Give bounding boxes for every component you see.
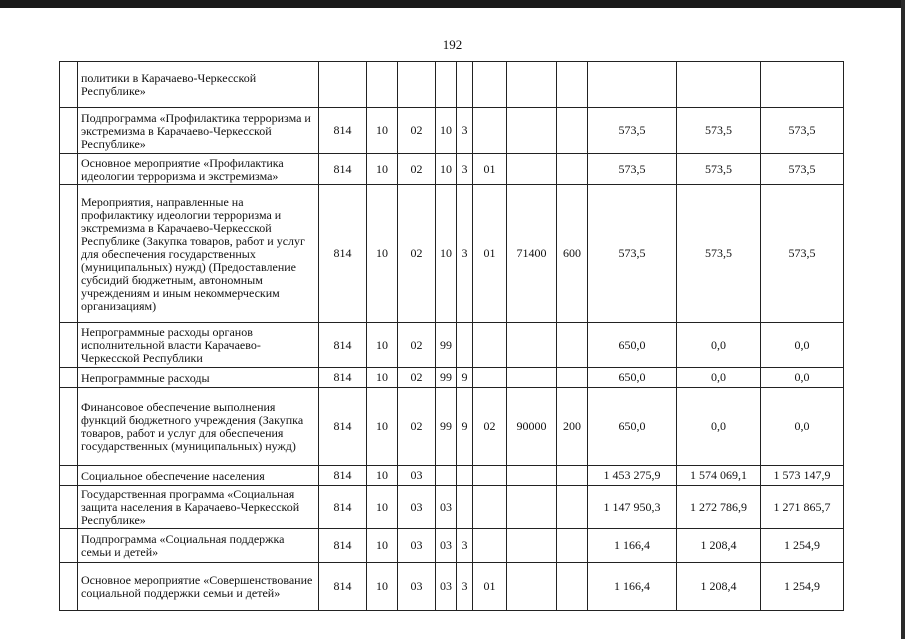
expense-type-cell	[557, 466, 588, 486]
amount-year-2-cell	[677, 62, 761, 108]
subsection-code-cell: 02	[398, 323, 436, 368]
department-code-cell: 814	[319, 529, 367, 563]
blank-cell	[60, 388, 78, 466]
subprogram-code-cell: 9	[457, 368, 473, 388]
section-code-cell: 10	[367, 563, 398, 611]
expense-type-cell	[557, 368, 588, 388]
activity-code-cell	[473, 108, 507, 154]
blank-cell	[60, 185, 78, 323]
direction-code-cell	[507, 323, 557, 368]
subsection-code-cell: 02	[398, 368, 436, 388]
amount-year-2-cell: 573,5	[677, 154, 761, 185]
subprogram-code-cell: 3	[457, 529, 473, 563]
section-code-cell	[367, 62, 398, 108]
department-code-cell	[319, 62, 367, 108]
item-name-cell: Основное мероприятие «Профилактика идеологии терроризма и экстремизма»	[78, 154, 319, 185]
subsection-code-cell: 02	[398, 108, 436, 154]
amount-year-1-cell: 650,0	[588, 323, 677, 368]
amount-year-1-cell: 573,5	[588, 108, 677, 154]
table-row	[60, 388, 844, 466]
subsection-code-cell: 03	[398, 529, 436, 563]
section-code-cell: 10	[367, 108, 398, 154]
table-body	[60, 62, 844, 611]
subsection-code-cell: 02	[398, 154, 436, 185]
blank-cell	[60, 563, 78, 611]
amount-year-3-cell: 573,5	[761, 108, 844, 154]
item-name-cell: Социальное обеспечение населения	[78, 466, 319, 486]
activity-code-cell: 01	[473, 154, 507, 185]
direction-code-cell	[507, 62, 557, 108]
amount-year-2-cell: 1 208,4	[677, 529, 761, 563]
amount-year-1-cell: 573,5	[588, 185, 677, 323]
amount-year-1-cell: 1 453 275,9	[588, 466, 677, 486]
subprogram-code-cell: 3	[457, 108, 473, 154]
program-code-cell: 03	[436, 486, 457, 529]
amount-year-3-cell: 573,5	[761, 185, 844, 323]
amount-year-1-cell: 1 166,4	[588, 563, 677, 611]
program-code-cell: 03	[436, 529, 457, 563]
section-code-cell: 10	[367, 486, 398, 529]
expense-type-cell	[557, 563, 588, 611]
section-code-cell: 10	[367, 466, 398, 486]
budget-table	[59, 61, 844, 611]
program-code-cell: 10	[436, 185, 457, 323]
blank-cell	[60, 62, 78, 108]
department-code-cell: 814	[319, 563, 367, 611]
amount-year-3-cell: 1 271 865,7	[761, 486, 844, 529]
table-row	[60, 62, 844, 108]
department-code-cell: 814	[319, 388, 367, 466]
subsection-code-cell: 02	[398, 388, 436, 466]
amount-year-1-cell: 1 147 950,3	[588, 486, 677, 529]
item-name-cell: Финансовое обеспечение выполнения функций бюджетного учреждения (Закупка товаров, работ и услуг для обеспечения государственных (муниципальных) нужд)	[78, 388, 319, 466]
department-code-cell: 814	[319, 323, 367, 368]
amount-year-3-cell: 0,0	[761, 388, 844, 466]
scan-edge-right	[901, 0, 905, 639]
subsection-code-cell: 03	[398, 466, 436, 486]
department-code-cell: 814	[319, 486, 367, 529]
item-name-cell: Государственная программа «Социальная защита населения в Карачаево-Черкесской Республике»	[78, 486, 319, 529]
activity-code-cell	[473, 529, 507, 563]
section-code-cell: 10	[367, 368, 398, 388]
expense-type-cell	[557, 62, 588, 108]
subprogram-code-cell	[457, 466, 473, 486]
item-name-cell: политики в Карачаево-Черкесской Республике»	[78, 62, 319, 108]
amount-year-1-cell: 573,5	[588, 154, 677, 185]
activity-code-cell: 01	[473, 185, 507, 323]
activity-code-cell	[473, 486, 507, 529]
amount-year-2-cell: 0,0	[677, 368, 761, 388]
amount-year-2-cell: 1 208,4	[677, 563, 761, 611]
table-row	[60, 323, 844, 368]
item-name-cell: Непрограммные расходы	[78, 368, 319, 388]
table-row	[60, 563, 844, 611]
blank-cell	[60, 466, 78, 486]
page-number: 192	[442, 37, 463, 52]
subsection-code-cell: 03	[398, 486, 436, 529]
department-code-cell: 814	[319, 108, 367, 154]
program-code-cell: 99	[436, 368, 457, 388]
blank-cell	[60, 323, 78, 368]
program-code-cell: 03	[436, 563, 457, 611]
department-code-cell: 814	[319, 466, 367, 486]
amount-year-2-cell: 0,0	[677, 323, 761, 368]
section-code-cell: 10	[367, 529, 398, 563]
amount-year-3-cell: 0,0	[761, 323, 844, 368]
activity-code-cell	[473, 62, 507, 108]
section-code-cell: 10	[367, 388, 398, 466]
amount-year-3-cell	[761, 62, 844, 108]
scan-edge-top	[0, 0, 905, 8]
amount-year-3-cell: 573,5	[761, 154, 844, 185]
subsection-code-cell: 02	[398, 185, 436, 323]
department-code-cell: 814	[319, 154, 367, 185]
item-name-cell: Непрограммные расходы органов исполнительной власти Карачаево-Черкесской Республики	[78, 323, 319, 368]
table-row	[60, 185, 844, 323]
amount-year-3-cell: 1 254,9	[761, 563, 844, 611]
subsection-code-cell	[398, 62, 436, 108]
section-code-cell: 10	[367, 154, 398, 185]
item-name-cell: Основное мероприятие «Совершенствование социальной поддержки семьи и детей»	[78, 563, 319, 611]
expense-type-cell	[557, 529, 588, 563]
amount-year-1-cell: 1 166,4	[588, 529, 677, 563]
department-code-cell: 814	[319, 368, 367, 388]
subprogram-code-cell	[457, 323, 473, 368]
table-row	[60, 368, 844, 388]
amount-year-2-cell: 1 272 786,9	[677, 486, 761, 529]
subprogram-code-cell: 3	[457, 185, 473, 323]
expense-type-cell	[557, 108, 588, 154]
direction-code-cell: 71400	[507, 185, 557, 323]
table-row	[60, 529, 844, 563]
direction-code-cell	[507, 108, 557, 154]
section-code-cell: 10	[367, 185, 398, 323]
table-row	[60, 486, 844, 529]
subprogram-code-cell	[457, 62, 473, 108]
subprogram-code-cell: 3	[457, 154, 473, 185]
activity-code-cell	[473, 323, 507, 368]
direction-code-cell	[507, 466, 557, 486]
blank-cell	[60, 108, 78, 154]
department-code-cell: 814	[319, 185, 367, 323]
subprogram-code-cell: 9	[457, 388, 473, 466]
expense-type-cell: 200	[557, 388, 588, 466]
expense-type-cell	[557, 486, 588, 529]
program-code-cell: 10	[436, 108, 457, 154]
item-name-cell: Мероприятия, направленные на профилактику идеологии терроризма и экстремизма в Карачаево-Черкесской Республике (Закупка товаров, работ и услуг для обеспечения государственных (муниципальных) нужд) (Предоставление субсидий бюджетным, автономным учреждениям и иным некоммерческим организациям)	[78, 185, 319, 323]
program-code-cell: 99	[436, 388, 457, 466]
direction-code-cell	[507, 529, 557, 563]
amount-year-1-cell: 650,0	[588, 368, 677, 388]
amount-year-3-cell: 1 254,9	[761, 529, 844, 563]
subsection-code-cell: 03	[398, 563, 436, 611]
direction-code-cell: 90000	[507, 388, 557, 466]
amount-year-2-cell: 573,5	[677, 185, 761, 323]
amount-year-3-cell: 0,0	[761, 368, 844, 388]
direction-code-cell	[507, 563, 557, 611]
amount-year-1-cell: 650,0	[588, 388, 677, 466]
blank-cell	[60, 486, 78, 529]
item-name-cell: Подпрограмма «Социальная поддержка семьи и детей»	[78, 529, 319, 563]
program-code-cell: 99	[436, 323, 457, 368]
direction-code-cell	[507, 486, 557, 529]
expense-type-cell	[557, 154, 588, 185]
amount-year-1-cell	[588, 62, 677, 108]
blank-cell	[60, 368, 78, 388]
blank-cell	[60, 529, 78, 563]
program-code-cell	[436, 466, 457, 486]
amount-year-2-cell: 0,0	[677, 388, 761, 466]
table-row	[60, 466, 844, 486]
program-code-cell: 10	[436, 154, 457, 185]
activity-code-cell	[473, 466, 507, 486]
blank-cell	[60, 154, 78, 185]
expense-type-cell	[557, 323, 588, 368]
amount-year-3-cell: 1 573 147,9	[761, 466, 844, 486]
activity-code-cell: 02	[473, 388, 507, 466]
expense-type-cell: 600	[557, 185, 588, 323]
program-code-cell	[436, 62, 457, 108]
item-name-cell: Подпрограмма «Профилактика терроризма и экстремизма в Карачаево-Черкесской Республике»	[78, 108, 319, 154]
direction-code-cell	[507, 368, 557, 388]
direction-code-cell	[507, 154, 557, 185]
table-row	[60, 154, 844, 185]
amount-year-2-cell: 573,5	[677, 108, 761, 154]
subprogram-code-cell	[457, 486, 473, 529]
section-code-cell: 10	[367, 323, 398, 368]
table-row	[60, 108, 844, 154]
activity-code-cell	[473, 368, 507, 388]
activity-code-cell: 01	[473, 563, 507, 611]
subprogram-code-cell: 3	[457, 563, 473, 611]
amount-year-2-cell: 1 574 069,1	[677, 466, 761, 486]
